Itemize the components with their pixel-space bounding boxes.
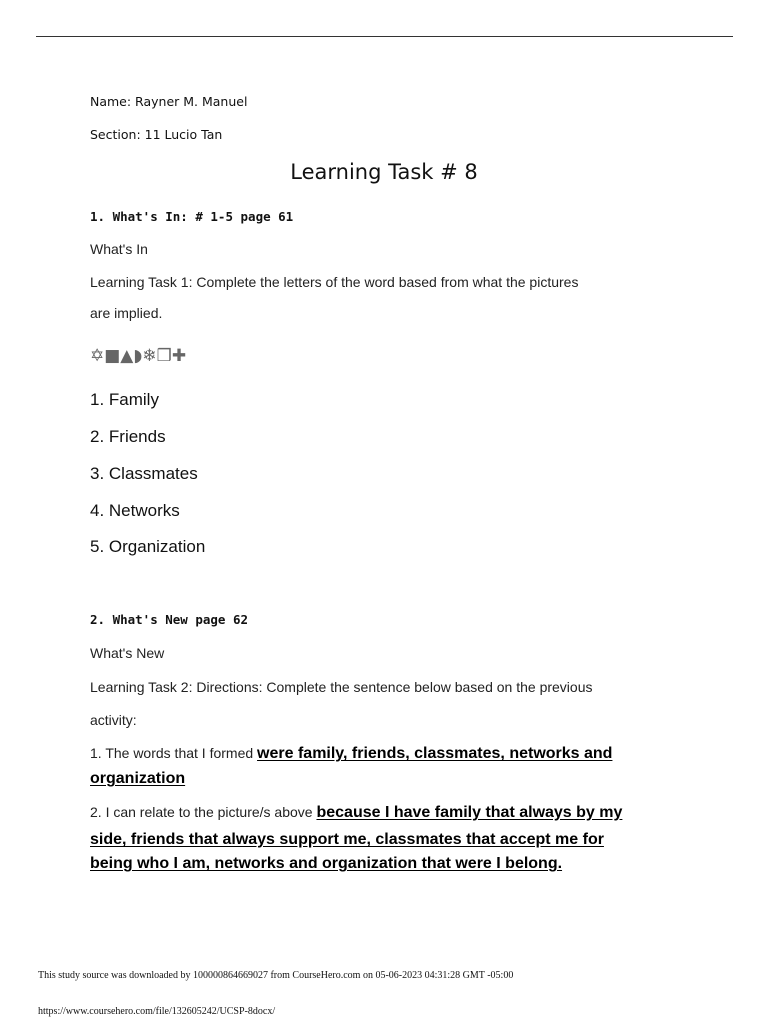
sentence-1-answer-line1: were family, friends, classmates, networks and: [257, 745, 613, 762]
answer-item-3: 3. Classmates: [90, 464, 198, 483]
sentence-1-prefix: 1. The words that I formed: [90, 745, 254, 761]
answer-item-5: 5. Organization: [90, 537, 206, 556]
sentence-2-answer-line1: because I have family that always by my: [316, 804, 623, 821]
page-title: Learning Task # 8: [290, 160, 478, 184]
sentence-1: [90, 745, 612, 763]
task2-instruction-line1: Learning Task 2: Directions: Complete the sentence below based on the previous: [90, 679, 593, 695]
answer-item-2: 2. Friends: [90, 427, 166, 446]
student-name: Name: Rayner M. Manuel: [90, 94, 248, 109]
section-heading-whats-new: 2. What's New page 62: [90, 612, 249, 627]
top-divider: [36, 36, 733, 37]
subheading-whats-in: What's In: [90, 241, 148, 257]
picture-symbols: ✡■▲◗❄❒✚: [90, 346, 187, 366]
sentence-1-answer-line2: organization: [90, 770, 186, 787]
task1-instruction-line2: are implied.: [90, 305, 163, 321]
student-section: Section: 11 Lucio Tan: [90, 127, 223, 142]
sentence-2: [90, 804, 622, 822]
sentence-2-answer-line2: side, friends that always support me, classmates that accept me for: [90, 831, 604, 848]
task2-instruction-line2: activity:: [90, 712, 137, 728]
subheading-whats-new: What's New: [90, 645, 165, 661]
sentence-2-answer-line3: being who I am, networks and organization that were I belong.: [90, 855, 563, 872]
answer-item-1: 1. Family: [90, 390, 159, 409]
section-heading-whats-in: 1. What's In: # 1-5 page 61: [90, 209, 294, 224]
sentence-2-prefix: 2. I can relate to the picture/s above: [90, 804, 313, 820]
answer-item-4: 4. Networks: [90, 501, 180, 520]
source-url[interactable]: https://www.coursehero.com/file/132605242/UCSP-8docx/: [38, 1006, 276, 1017]
download-notice: This study source was downloaded by 100000864669027 from CourseHero.com on 05-06-2023 04:31:28 GMT -05:00: [38, 970, 514, 981]
task1-instruction-line1: Learning Task 1: Complete the letters of the word based from what the pictures: [90, 274, 579, 290]
